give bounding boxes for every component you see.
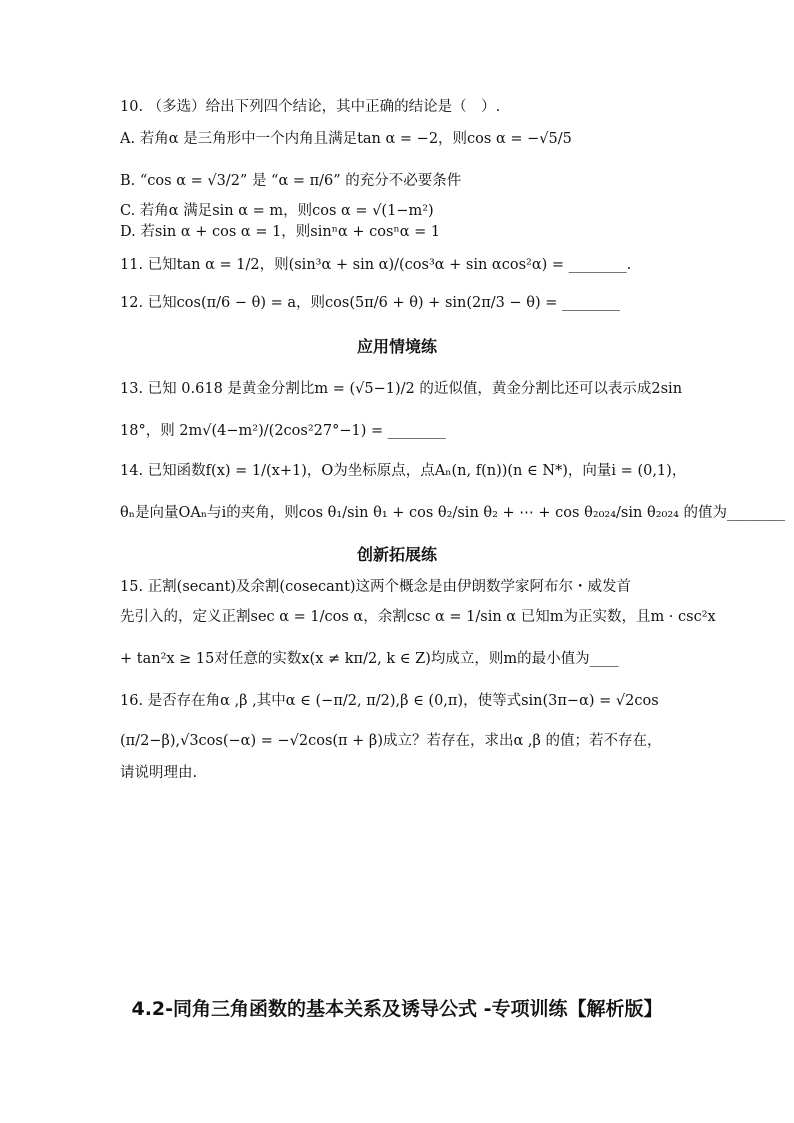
question-11: 11. 已知tan α = 1/2，则(sin³α + sin α)/(cos³α + sin αcos²α) = ________. (120, 257, 632, 273)
question-15-line-2: 先引入的，定义正割sec α = 1/cos α，余割csc α = 1/sin α 已知m为正实数，且m · csc²x (120, 609, 716, 625)
question-10-option-c: C. 若角α 满足sin α = m，则cos α = √(1−m²) (120, 203, 434, 219)
question-16-line-1: 16. 是否存在角α ,β ,其中α ∈ (−π/2, π/2),β ∈ (0,π)，使等式sin(3π−α) = √2cos (120, 693, 659, 709)
question-14-line-2: θₙ是向量OAₙ与i的夹角，则cos θ₁/sin θ₁ + cos θ₂/sin θ₂ + ⋯ + cos θ₂₀₂₄/sin θ₂₀₂₄ 的值为________ (120, 505, 786, 521)
question-15-line-3: + tan²x ≥ 15对任意的实数x(x ≠ kπ/2, k ∈ Z)均成立，则m的最小值为____ (120, 651, 619, 667)
question-10-option-a: A. 若角α 是三角形中一个内角且满足tan α = −2，则cos α = −√5/5 (120, 131, 572, 147)
question-13-line-1: 13. 已知 0.618 是黄金分割比m = (√5−1)/2 的近似值，黄金分割比还可以表示成2sin (120, 381, 683, 397)
section-heading-innovation: 创新拓展练 (356, 545, 437, 564)
question-10-option-d: D. 若sin α + cos α = 1，则sinⁿα + cosⁿα = 1 (120, 224, 441, 240)
section-heading-applied: 应用情境练 (356, 337, 437, 356)
question-15-line-1: 15. 正割(secant)及余割(cosecant)这两个概念是由伊朗数学家阿布尔・威发首 (120, 579, 632, 595)
question-14-line-1: 14. 已知函数f(x) = 1/(x+1)，O为坐标原点，点Aₙ(n, f(n))(n ∈ N*)，向量i = (0,1)， (120, 463, 687, 479)
question-10-option-b: B. “cos α = √3/2” 是 “α = π/6” 的充分不必要条件 (120, 173, 462, 189)
question-16-line-2: (π/2−β),√3cos(−α) = −√2cos(π + β)成立？若存在，求出α ,β 的值；若不存在， (120, 733, 662, 749)
question-10: 10. （多选）给出下列四个结论，其中正确的结论是（ ）. (120, 99, 501, 115)
question-13-line-2: 18°，则 2m√(4−m²)/(2cos²27°−1) = ________ (120, 423, 446, 439)
question-12: 12. 已知cos(π/6 − θ) = a，则cos(5π/6 + θ) + sin(2π/3 − θ) = ________ (120, 295, 621, 311)
question-16-line-3: 请说明理由. (120, 765, 198, 781)
answer-section-title: 4.2-同角三角函数的基本关系及诱导公式 -专项训练【解析版】 (131, 998, 663, 1020)
